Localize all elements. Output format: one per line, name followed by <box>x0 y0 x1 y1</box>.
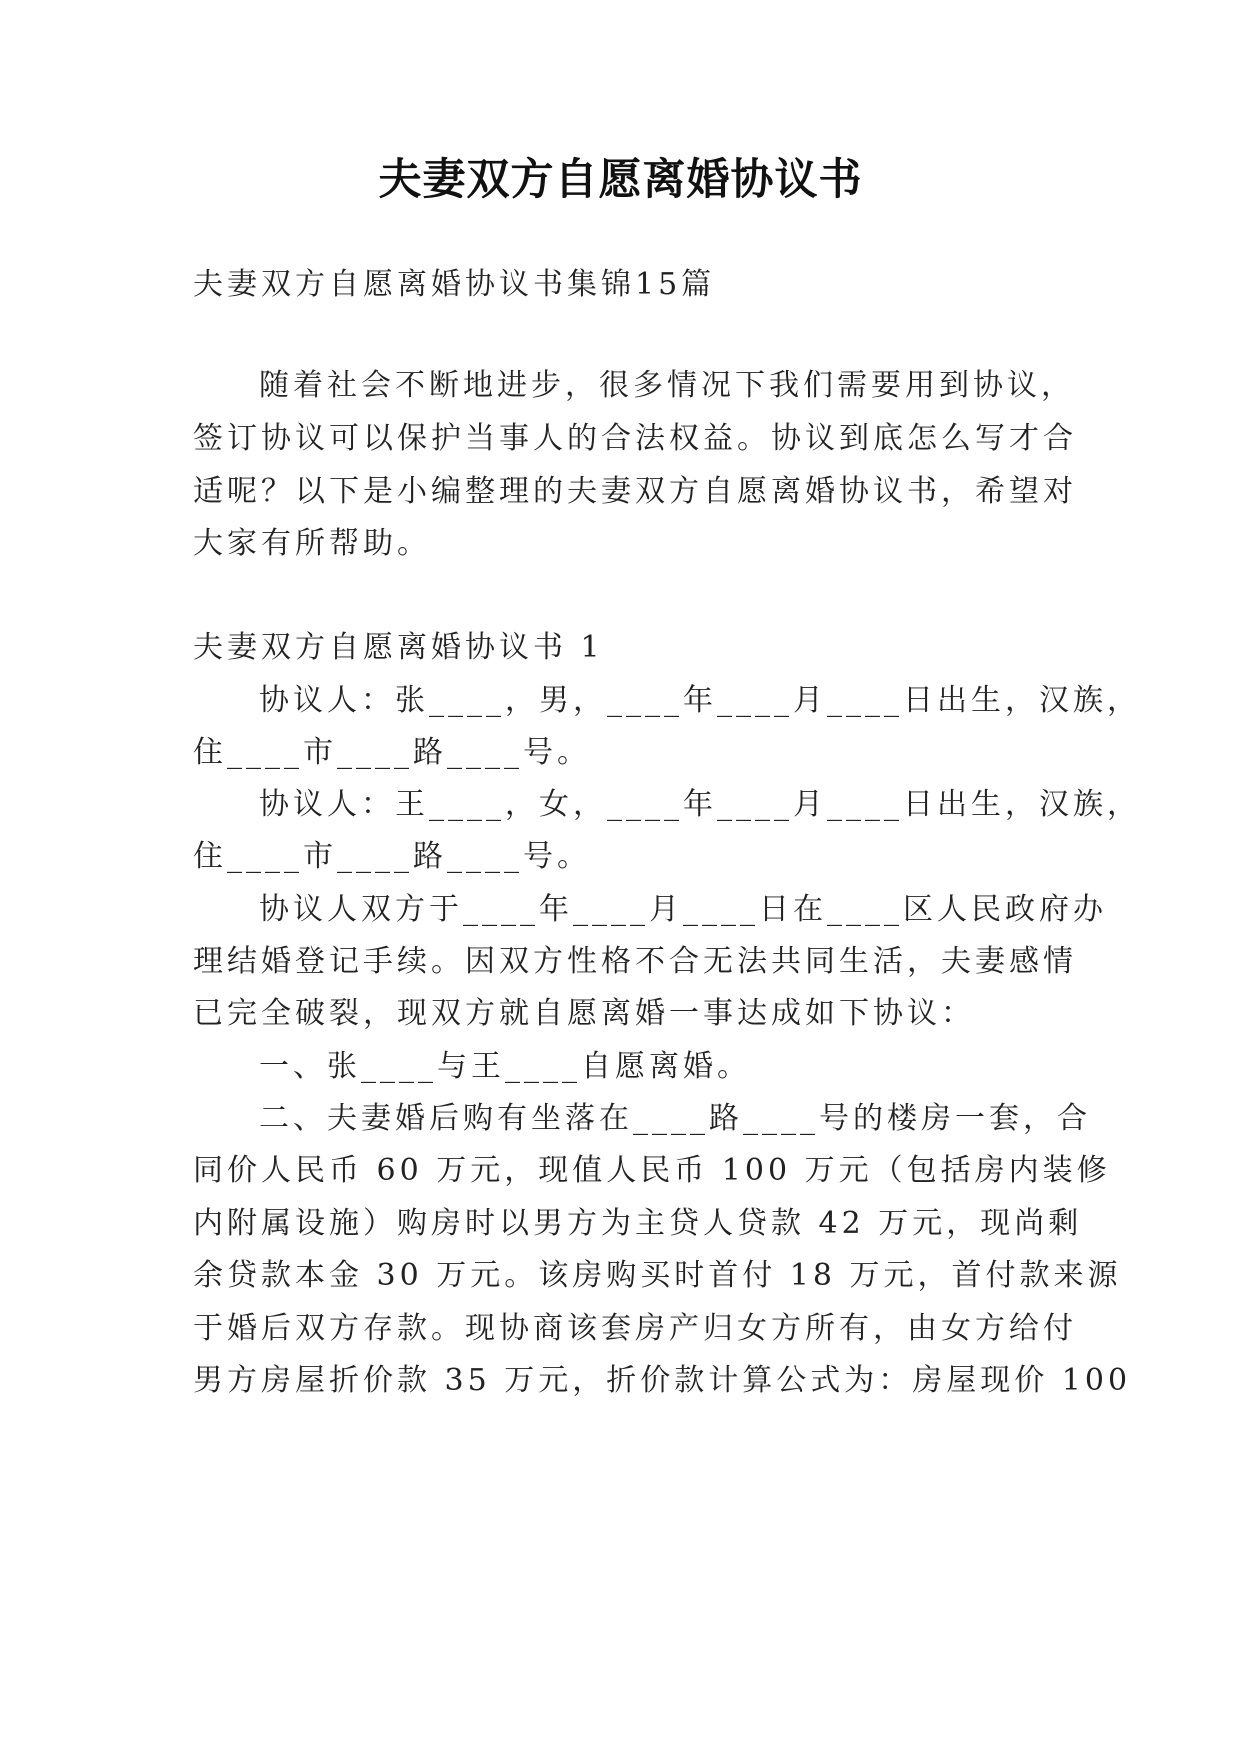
clause-2-line-6: 男方房屋折价款 35 万元，折价款计算公式为：房屋现价 100 <box>193 1363 1132 1398</box>
document-title: 夫妻双方自愿离婚协议书 <box>378 155 863 205</box>
section-heading: 夫妻双方自愿离婚协议书 1 <box>193 630 604 665</box>
clause-2-line-1: 二、夫妻婚后购有坐落在____路____号的楼房一套，合 <box>259 1101 1091 1136</box>
party2-line-2: 住____市____路____号。 <box>193 839 591 874</box>
intro-line-3: 适呢？以下是小编整理的夫妻双方自愿离婚协议书，希望对 <box>193 474 1077 509</box>
intro-line-1: 随着社会不断地进步，很多情况下我们需要用到协议， <box>259 368 1075 403</box>
background-line-1: 协议人双方于____年____月____日在____区人民政府办 <box>259 892 1107 927</box>
intro-line-4: 大家有所帮助。 <box>193 526 431 561</box>
background-line-2: 理结婚登记手续。因双方性格不合无法共同生活，夫妻感情 <box>193 944 1077 979</box>
background-line-3: 已完全破裂，现双方就自愿离婚一事达成如下协议： <box>193 996 975 1031</box>
clause-2-line-4: 余贷款本金 30 万元。该房购买时首付 18 万元，首付款来源 <box>193 1258 1122 1293</box>
intro-line-2: 签订协议可以保护当事人的合法权益。协议到底怎么写才合 <box>193 421 1077 456</box>
party1-line-2: 住____市____路____号。 <box>193 735 591 770</box>
party2-line-1: 协议人：王____，女，____年____月____日出生，汉族， <box>259 787 1141 822</box>
clause-1: 一、张____与王____自愿离婚。 <box>259 1049 751 1084</box>
clause-2-line-3: 内附属设施）购房时以男方为主贷人贷款 42 万元，现尚剩 <box>193 1206 1083 1241</box>
clause-2-line-5: 于婚后双方存款。现协商该套房产归女方所有，由女方给付 <box>193 1311 1077 1346</box>
subtitle: 夫妻双方自愿离婚协议书集锦15篇 <box>193 267 716 302</box>
clause-2-line-2: 同价人民币 60 万元，现值人民币 100 万元（包括房内装修 <box>193 1153 1111 1188</box>
party1-line-1: 协议人：张____，男，____年____月____日出生，汉族， <box>259 683 1141 718</box>
